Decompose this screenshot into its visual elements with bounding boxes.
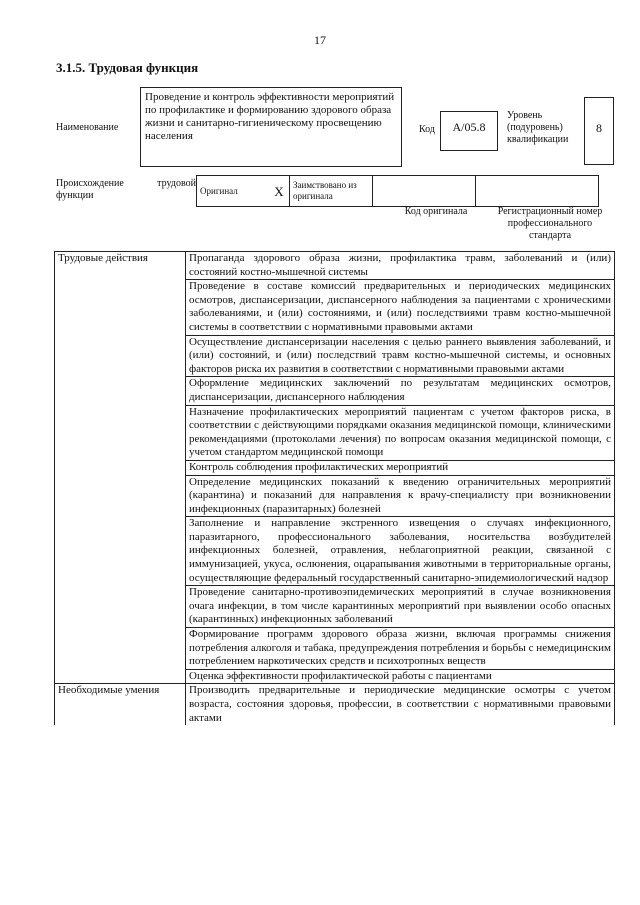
code-original-cell	[373, 176, 476, 207]
skills-header: Необходимые умения	[55, 684, 186, 725]
labor-function-table	[54, 251, 615, 725]
labor-action-item: Оформление медицинских заключений по результатам медицинских осмотров, диспансеризации, диспансерного наблюдения	[186, 377, 615, 405]
labor-action-item: Контроль соблюдения профилактических мероприятий	[186, 460, 615, 475]
labor-action-item: Осуществление диспансеризации населения с целью раннего выявления заболеваний, и (или) состояний, и (или) последствий травм костно-мышечной системы, и основных факторов риска их развития в соответствии с нормативными правовыми актами	[186, 335, 615, 377]
level-value: 8	[596, 121, 602, 135]
original-label: Оригинал	[197, 176, 270, 207]
labor-action-item: Назначение профилактических мероприятий пациентам с учетом факторов риска, в соответствии с действующими порядками оказания медицинской помощи, клиническими рекомендациями (протоколами лечения) по вопросам оказания медицинской помощи, с учетом стандартом медицинской помощи	[186, 405, 615, 460]
code-value: А/05.8	[452, 120, 486, 134]
code-original-label: Код оригинала	[404, 206, 468, 217]
code-label: Код	[419, 124, 435, 135]
labor-action-item: Оценка эффективности профилактической работы с пациентами	[186, 669, 615, 684]
level-label: Уровень (подуровень) квалификации	[507, 110, 569, 145]
origin-label-text: Происхождение трудовой функции	[56, 178, 196, 201]
function-name-box	[140, 87, 402, 167]
labor-function-table-body	[55, 252, 615, 726]
reg-number-cell	[476, 176, 599, 207]
page-number: 17	[314, 33, 326, 47]
table-row	[55, 252, 615, 280]
labor-action-item: Проведение в составе комиссий предварительных и периодических медицинских осмотров, диспансеризации, диспансерного наблюдения за пациентами с хроническими заболеваниями, и (или) состояниями, и (или) последствиями травм костно-мышечной системы в соответствии с нормативными правовыми актами	[186, 280, 615, 335]
skill-item: Производить предварительные и периодические медицинские осмотры с учетом возраста, состояния здоровья, профессии, в соответствии с нормативными правовыми актами	[186, 684, 615, 725]
borrowed-label: Заимствовано из оригинала	[290, 176, 373, 207]
original-mark: Х	[269, 176, 290, 207]
reg-number-label: Регистрационный номер профессионального стандарта	[497, 206, 603, 241]
origin-label	[56, 178, 196, 202]
labor-action-item: Проведение санитарно-противоэпидемических мероприятий в случае возникновения очага инфекции, в том числе карантинных мероприятий при выявлении особо опасных (карантинных) инфекционных заболеваний	[186, 586, 615, 628]
function-name-value: Проведение и контроль эффективности мероприятий по профилактике и формированию здорового образа жизни и санитарно-гигиеническому просвещению населения	[145, 91, 395, 142]
level-box	[584, 97, 614, 165]
origin-table	[196, 175, 599, 207]
labor-action-item: Пропаганда здорового образа жизни, профилактика травм, заболеваний и (или) состояний костно-мышечной системы	[186, 252, 615, 280]
name-label: Наименование	[56, 122, 119, 133]
section-title: 3.1.5. Трудовая функция	[56, 60, 199, 75]
labor-action-item: Заполнение и направление экстренного извещения о случаях инфекционного, паразитарного, профессионального заболевания, носительства возбудителей инфекционных болезней, отравления, неблагоприятной реакции, связанной с иммунизацией, укуса, ослюнения, оцарапывания животными в территориальные органы, осуществляющие федеральный государственный санитарно-эпидемиологический надзор	[186, 517, 615, 586]
table-row	[55, 684, 615, 725]
labor-action-item: Определение медицинских показаний к введению ограничительных мероприятий (карантина) и показаний для направления к врачу-специалисту при возникновении инфекционных (паразитарных) болезней	[186, 475, 615, 517]
labor-action-item: Формирование программ здорового образа жизни, включая программы снижения потребления алкоголя и табака, предупреждения потребления и борьбы с немедицинским потреблением наркотических средств и психотропных веществ	[186, 628, 615, 670]
code-box	[440, 111, 498, 151]
labor-actions-header: Трудовые действия	[55, 252, 186, 684]
